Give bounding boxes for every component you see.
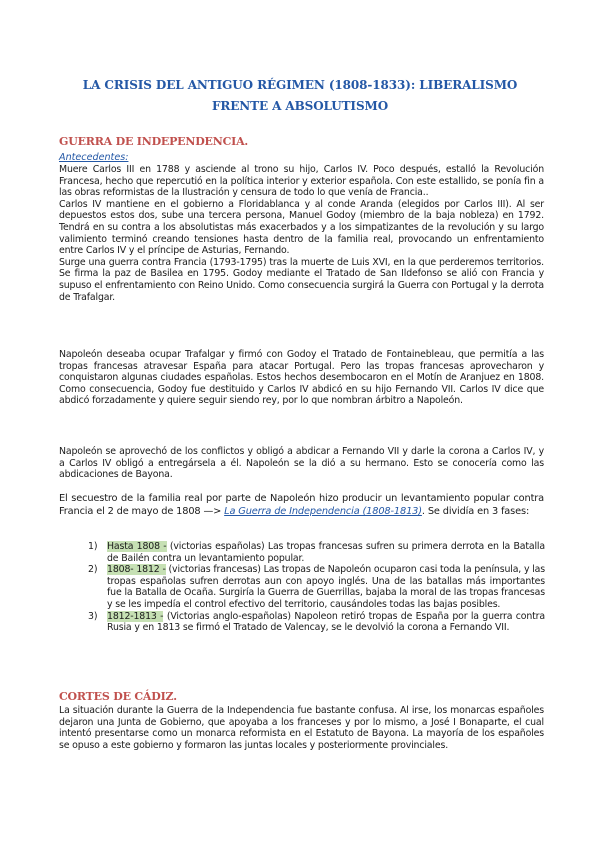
- phase-period-highlight: Hasta 1808 -: [107, 541, 167, 552]
- phase-description: (victorias españolas) Las tropas francesas sufren su primera derrota en la Batalla de Bailén contra un levantamiento popular.: [107, 541, 545, 564]
- phases-list: [88, 541, 545, 634]
- paragraph-abdicaciones-bayona: Napoleón se aprovechó de los conflictos y obligó a abdicar a Fernando VII y darle la corona a Carlos IV, y a Carlos IV obligó a entregársela a él. Napoleón se la dió a su hermano. Esto se conocería como las abdicaciones de Bayona.: [59, 446, 544, 481]
- secuestro-text-end: . Se dividía en 3 fases:: [421, 506, 530, 517]
- section-heading-guerra: GUERRA DE INDEPENDENCIA.: [59, 135, 249, 148]
- paragraph-carlos-iv-gobierno: Carlos IV mantiene en el gobierno a Floridablanca y al conde Aranda (elegidos por Carlos III). Al ser depuestos estos dos, sube una tercera persona, Manuel Godoy (miembro de la baja nobleza) en 1792. Tendrá en su contra a los absolutistas más exacerbados y a los simpatizantes de la revolución y su largo valimiento terminó creando tensiones hasta dentro de la familia real, provocando un enfrentamiento entre Carlos IV y el príncipe de Asturias, Fernando.: [59, 198, 544, 257]
- phase-period-highlight: 1808- 1812 -: [107, 564, 166, 576]
- secuestro-text: El secuestro de la familia real por parte de Napoleón hizo producir un levantamiento popular contra Francia el 2 de mayo de 1808 —>: [59, 493, 544, 517]
- text-block-antecedentes: [59, 164, 544, 303]
- list-item-phase-3: [88, 611, 545, 634]
- list-item-phase-1: [88, 541, 545, 564]
- paragraph-guerra-francia: Surge una guerra contra Francia (1793-1795) tras la muerte de Luis XVI, en la que perderemos territorios. Se firma la paz de Basilea en 1795. Godoy mediante el Tratado de San Ildefonso se alió con Francia y supuso el enfrentamiento con Reino Unido. Como consecuencia surgirá la Guerra con Portugal y la derrota de Trafalgar.: [59, 256, 544, 303]
- paragraph-cortes-cadiz: La situación durante la Guerra de la Independencia fue bastante confusa. Al irse, los monarcas españoles dejaron una Junta de Gobierno, que apoyaba a los franceses y por lo mismo, a José I Bonaparte, el cual intentó presentarse como un monarca reformista en el Estatuto de Bayona. La mayoría de los españoles se opuso a este gobierno y formaron las juntas locales y posteriormente provinciales.: [59, 705, 544, 751]
- document-title-line1: LA CRISIS DEL ANTIGUO RÉGIMEN (1808-1833): LIBERALISMO: [82, 78, 518, 92]
- subheading-antecedentes: Antecedentes:: [59, 152, 129, 163]
- phase-description: (Victorias anglo-españolas) Napoleon retiró tropas de España por la guerra contra Rusia y en 1813 se firmó el Tratado de Valencay, se le devolvió la corona a Fernando VII.: [107, 610, 545, 634]
- phase-number: 1): [88, 541, 98, 552]
- paragraph-carlos-iii: Muere Carlos III en 1788 y asciende al trono su hijo, Carlos IV. Poco después, estalló la Revolución Francesa, hecho que repercutió en la política interior y exterior española. Con este estallido, se ponía fin a las obras reformistas de la Ilustración y censura de todo lo que venía de Francia..: [59, 164, 544, 199]
- list-item-phase-2: [88, 564, 545, 610]
- phase-description: (victorias francesas) Las tropas de Napoleón ocuparon casi toda la península, y las tropas españolas sufren derrotas aun con apoyo inglés. Una de las batallas más importantes fue la Batalla de Ocaña. Surgiría la Guerra de Guerrillas, bajaba la moral de las tropas francesas y se les impedía el control efectivo del territorio, causándoles todas las bajas posibles.: [107, 564, 545, 610]
- paragraph-napoleon-trafalgar: Napoleón deseaba ocupar Trafalgar y firmó con Godoy el Tratado de Fontainebleau, que permitía a las tropas francesas atravesar España para atacar Portugal. Pero las tropas francesas aprovecharon y conquistaron algunas ciudades españolas. Estos hechos desembocaron en el Motín de Aranjuez en 1808. Como consecuencia, Godoy fue destituido y Carlos IV abdicó en su hijo Fernando VII. Carlos IV dice que abdicó forzadamente y quiere seguir siendo rey, por lo que nombran árbitro a Napoleón.: [59, 349, 544, 407]
- document-title-line2: FRENTE A ABSOLUTISMO: [211, 99, 389, 113]
- paragraph-secuestro: [59, 492, 544, 518]
- phase-period-highlight: 1812-1813 -: [107, 610, 164, 622]
- guerra-independencia-link[interactable]: La Guerra de Independencia (1808-1813): [224, 506, 422, 517]
- phase-number: 3): [88, 610, 98, 622]
- phase-number: 2): [88, 564, 98, 576]
- section-heading-cortes-cadiz: CORTES DE CÁDIZ.: [59, 690, 177, 703]
